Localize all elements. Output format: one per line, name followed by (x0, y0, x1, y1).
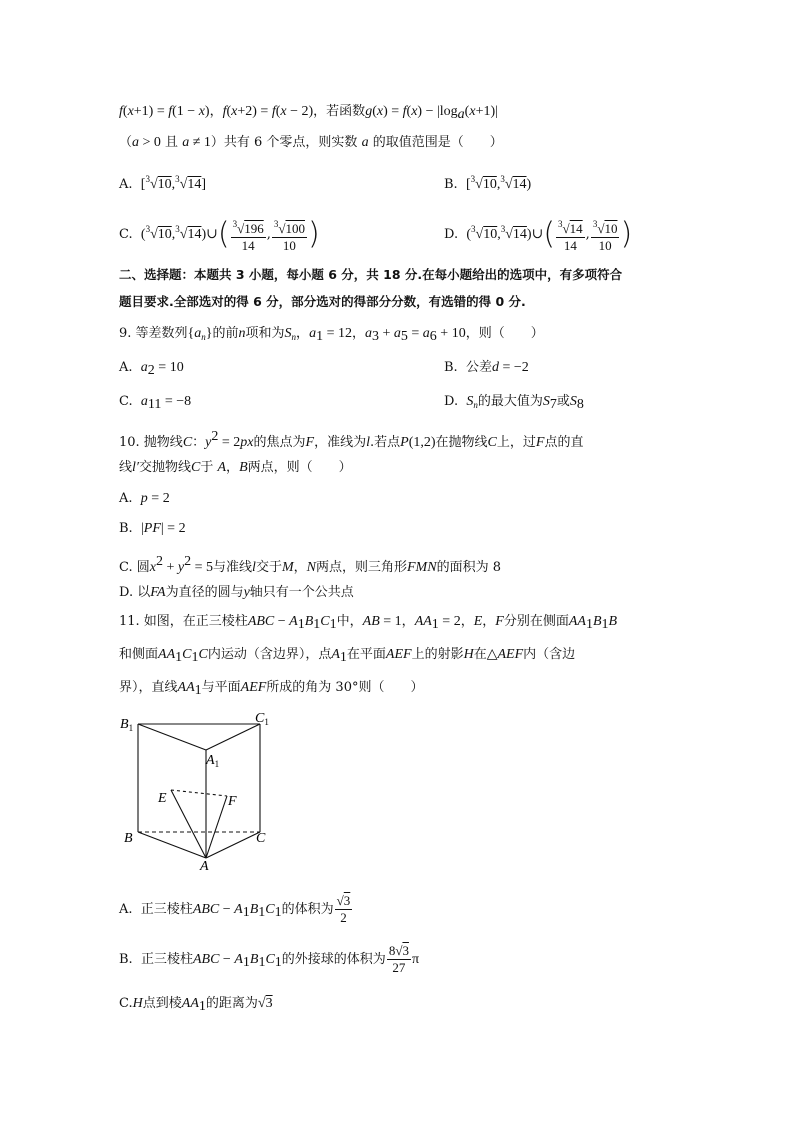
label-a1: $A_1$ (206, 753, 220, 769)
q10-stem-line1: 10. 抛物线C：$y^2 = 2px$的焦点为F，准线为l.若点P(1,2)在抛物线C上，过F点的直 (119, 429, 584, 450)
q10-stem-line2: 线l′交抛物线C于 A，B两点，则（ ） (119, 460, 352, 475)
label-b: B (124, 831, 133, 846)
q9-option-d[interactable]: D. $S_n$的最大值为$S_7$或$S_8$ (444, 394, 584, 412)
prism-figure (118, 708, 278, 873)
q9-option-b[interactable]: B. 公差d = −2 (444, 360, 529, 375)
segment-ef-hidden (171, 790, 227, 796)
edge-c1a1 (206, 724, 260, 750)
q8-condition-line: f(x+1) = f(1 − x)，f(x+2) = f(x − 2)，若函数$g(x) = f(x) - |\log_a(x+1)|$ (119, 104, 498, 122)
label-a: A (200, 859, 209, 873)
segment-fa (206, 796, 227, 858)
label-b1: $B_1$ (120, 717, 134, 733)
q8-option-b[interactable]: B. [$^3$√10,$^3$√14) (444, 174, 532, 192)
q9-option-c[interactable]: C. $a_{11} = -8$ (119, 394, 192, 412)
q11-option-a[interactable]: A. 正三棱柱ABC − $A_1B_1C_1$的体积为 $\frac{√3}{2}$ (119, 893, 351, 925)
q11-stem-line3: 界），直线$AA_1$与平面AEF所成的角为 30°则（ ） (119, 680, 424, 698)
q11-stem-line2: 和侧面$AA_1C_1C$内运动（含边界），点$A_1$在平面AEF上的射影H在△AEF内（含边 (119, 647, 576, 665)
q11-option-b[interactable]: B. 正三棱柱ABC − $A_1B_1C_1$的外接球的体积为 $\frac{8√3}{27}$ π (119, 943, 420, 975)
edge-b1a1 (138, 724, 206, 750)
label-f: F (228, 794, 237, 809)
label-c: C (256, 831, 266, 846)
q10-option-c[interactable]: C. 圆$x^2 + y^2 = 5$与准线l交于M，N两点，则三角形FMN的面积为 8 (119, 554, 501, 575)
section2-heading-line1: 二、选择题：本题共 3 小题，每小题 6 分，共 18 分.在每小题给出的选项中，有多项符合 (119, 267, 623, 282)
q9-option-a[interactable]: A. $a_2 = 10$ (119, 360, 184, 378)
label-e: E (158, 791, 167, 806)
q9-stem: 9. 等差数列$\{a_n\}$的前n项和为$S_n$，$a_1 = 12$，$a_3 + a_5 = a_6 + 10$，则（ ） (119, 326, 544, 344)
edge-ba (138, 832, 206, 858)
q8-question-line: （a > 0 且 a ≠ 1）共有 6 个零点，则实数 a 的取值范围是（ ） (119, 135, 503, 150)
segment-ea (171, 790, 206, 858)
q11-option-c[interactable]: C.H点到棱$AA_1$的距离为√3 (119, 996, 273, 1014)
q11-stem-line1: 11. 如图，在正三棱柱ABC − $A_1B_1C_1$中，AB = 1，$AA_1 = 2$，E，F分别在侧面$AA_1B_1B$ (119, 614, 618, 632)
q8-option-a[interactable]: A. [$^3$√10,$^3$√14] (119, 174, 207, 192)
section2-heading-line2: 题目要求.全部选对的得 6 分，部分选对的得部分分数，有选错的得 0 分. (119, 294, 526, 309)
label-c1: $C_1$ (255, 711, 269, 727)
q8-option-d[interactable]: D. ($^3$√10,$^3$√14)∪( $\frac{^3√14}{14}$ , $\frac{^3√10}{10}$ ) (444, 216, 633, 253)
q10-option-d[interactable]: D. 以FA为直径的圆与y轴只有一个公共点 (119, 585, 354, 600)
q8-option-c[interactable]: C. ($^3$√10,$^3$√14)∪( $\frac{^3√196}{14}$ , $\frac{^3√100}{10}$ ) (119, 216, 320, 253)
q10-option-a[interactable]: A. p = 2 (119, 491, 170, 506)
q10-option-b[interactable]: B. |PF| = 2 (119, 521, 186, 536)
edge-ca (206, 832, 260, 858)
